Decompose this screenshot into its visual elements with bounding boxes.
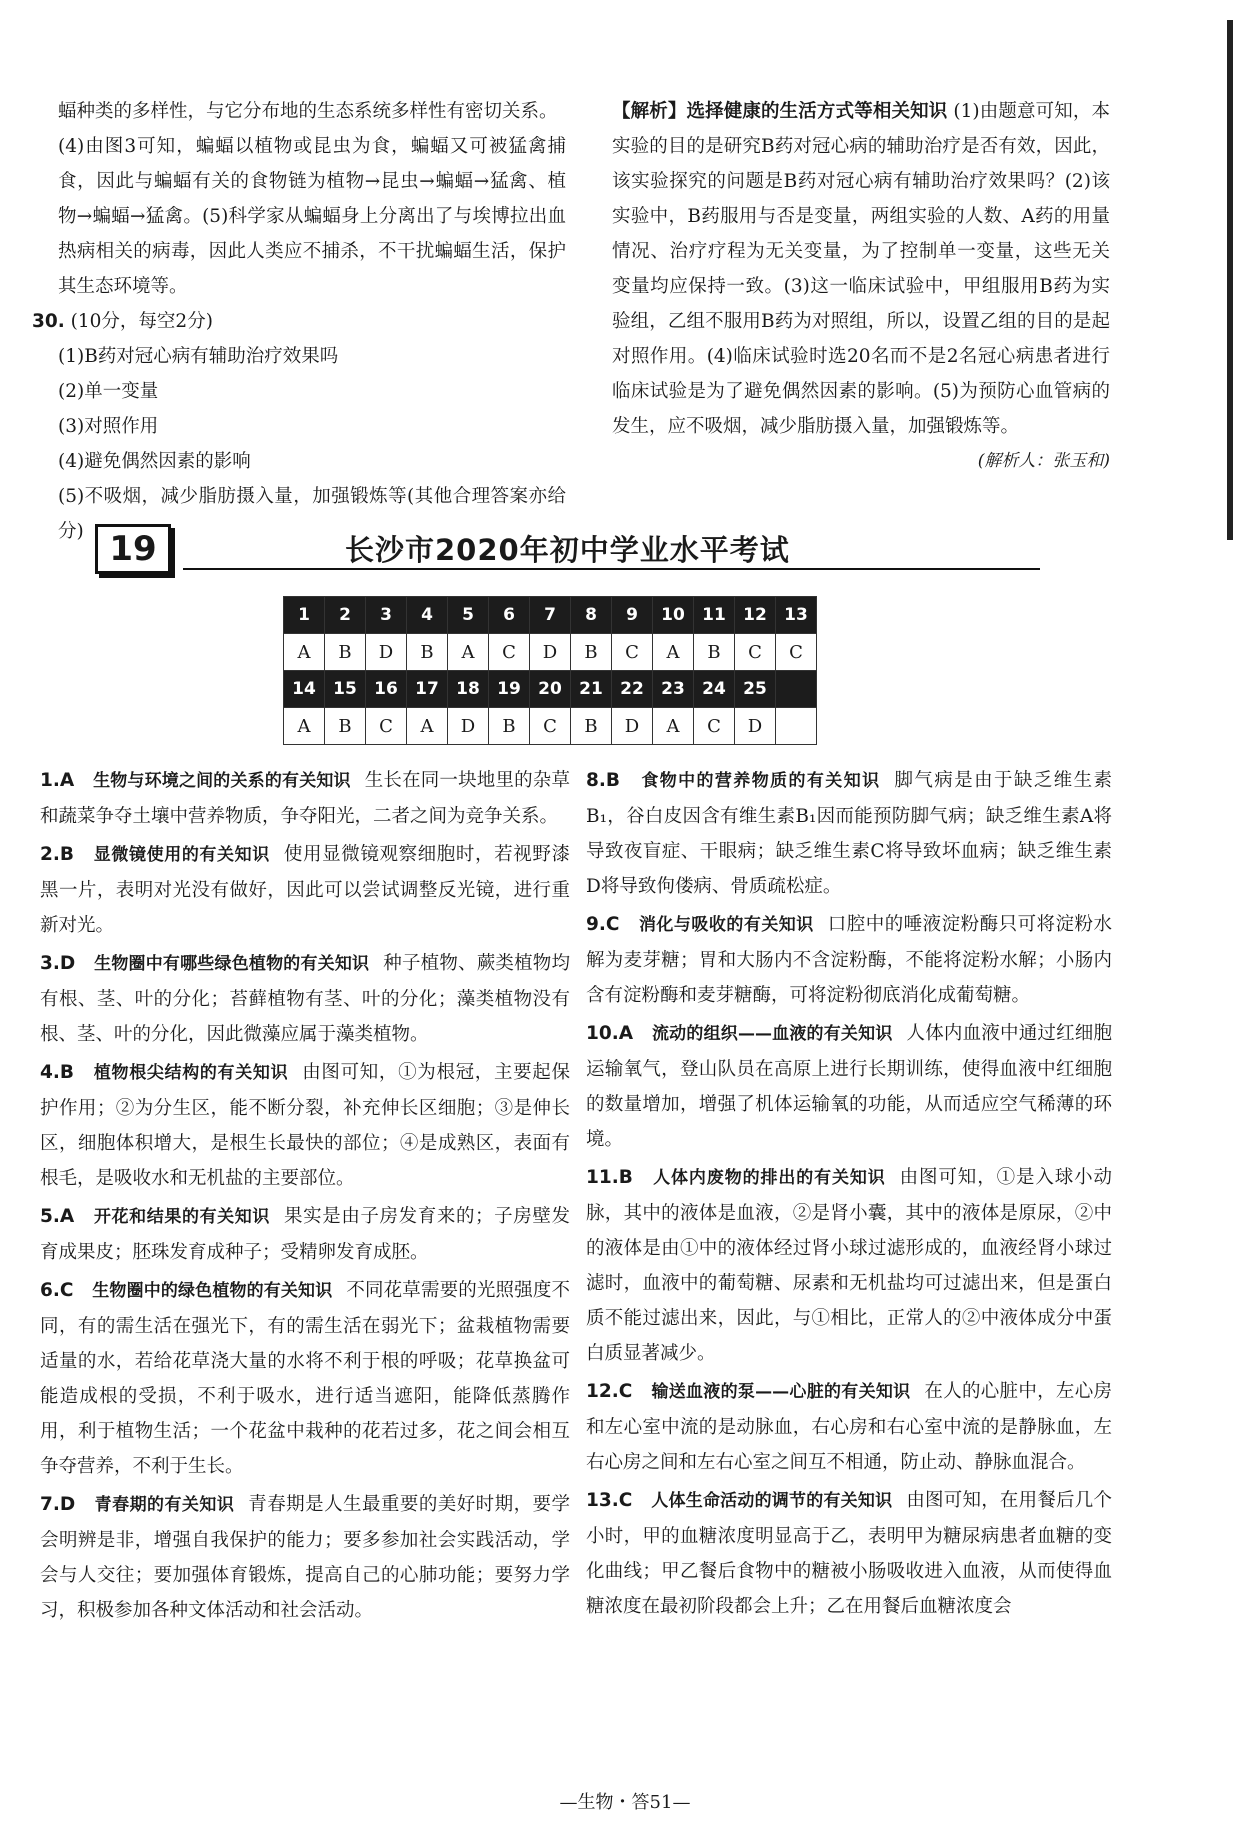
item-label: 12.C [586, 1381, 633, 1402]
q30-answer-1: (1)B药对冠心病有辅助治疗效果吗 [58, 346, 339, 367]
section-title: 长沙市2020年初中学业水平考试 [345, 533, 790, 567]
item-label: 1.A [40, 770, 75, 791]
table-cell: 21 [571, 671, 612, 708]
table-cell: C [530, 708, 571, 745]
answer-item-2 [40, 837, 570, 943]
item-topic: 生物圈中的绿色植物的有关知识 [92, 1281, 333, 1301]
q30-answer-4: (4)避免偶然因素的影响 [58, 451, 251, 472]
bottom-right-column [586, 763, 1112, 1627]
analyst-credit: (解析人：张玉和) [977, 451, 1110, 471]
item-topic: 植物根尖结构的有关知识 [93, 1063, 289, 1083]
table-cell: B [325, 708, 366, 745]
item-topic: 人体内废物的排出的有关知识 [653, 1168, 886, 1188]
table-cell: 19 [489, 671, 530, 708]
item-label: 7.D [40, 1494, 76, 1515]
item-topic: 消化与吸收的有关知识 [638, 915, 814, 935]
q30-header [32, 304, 566, 339]
item-topic: 输送血液的泵——心脏的有关知识 [651, 1382, 911, 1402]
table-cell: 5 [448, 597, 489, 634]
table-cell: C [735, 634, 776, 671]
table-cell: 25 [735, 671, 776, 708]
table-cell: C [366, 708, 407, 745]
answer-item-8 [586, 763, 1112, 904]
table-cell: 16 [366, 671, 407, 708]
item-text: 青春期是人生最重要的美好时期，要学会明辨是非，增强自我保护的能力；要多参加社会实践活动，学会与人交往；要加强体育锻炼，提高自己的心肺功能；要努力学习，积极参加各种文体活动和社会活动。 [40, 1494, 570, 1621]
table-cell: 7 [530, 597, 571, 634]
answer-item-10 [586, 1016, 1112, 1157]
q30-number: 30. [32, 311, 65, 332]
item-label: 9.C [586, 914, 620, 935]
item-text: 生长在同一块地里的杂草和蔬菜争夺土壤中营养物质，争夺阳光，二者之间为竞争关系。 [40, 770, 570, 827]
table-cell: 4 [407, 597, 448, 634]
item-label: 13.C [586, 1490, 633, 1511]
top-left-column [32, 94, 566, 549]
table-cell: 22 [612, 671, 653, 708]
answer-item-7 [40, 1487, 570, 1628]
item-label: 2.B [40, 844, 75, 865]
answer-item-4 [40, 1055, 570, 1196]
item-text: 由图可知，在用餐后几个小时，甲的血糖浓度明显高于乙，表明甲为糖尿病患者血糖的变化曲线；甲乙餐后食物中的糖被小肠吸收进入血液，从而使得血糖浓度在最初阶段都会上升；乙在用餐后血糖浓度会 [586, 1490, 1112, 1617]
page-footer: —生物・答51— [559, 1792, 691, 1813]
table-row-answers-1 [284, 634, 817, 671]
item-topic: 显微镜使用的有关知识 [93, 845, 270, 865]
bottom-left-column [40, 763, 570, 1631]
table-cell: 17 [407, 671, 448, 708]
item-text: 由图可知，①是入球小动脉，其中的液体是血液，②是肾小囊，其中的液体是原尿，②中的液体是由①中的液体经过肾小球过滤形成的，血液经肾小球过滤时，血液中的葡萄糖、尿素和无机盐均可过滤出来，但是蛋白质不能过滤出来，因此，与①相比，正常人的②中液体成分中蛋白质显著减少。 [586, 1167, 1112, 1364]
item-text: 在人的心脏中，左心房和左心室中流的是动脉血，右心房和右心室中流的是静脉血，左右心房之间和左右心室之间互不相通，防止动、静脉血混合。 [586, 1381, 1112, 1473]
table-cell: A [653, 634, 694, 671]
answer-item-13 [586, 1483, 1112, 1624]
table-row-numbers-2 [284, 671, 817, 708]
item-topic: 青春期的有关知识 [94, 1495, 235, 1515]
table-cell: 8 [571, 597, 612, 634]
answer-item-11 [586, 1160, 1112, 1371]
table-cell: 13 [776, 597, 817, 634]
table-row-numbers-1 [284, 597, 817, 634]
answer-item-3 [40, 946, 570, 1052]
table-cell: A [448, 634, 489, 671]
answer-item-9 [586, 907, 1112, 1013]
continued-paragraph: 蝠种类的多样性，与它分布地的生态系统多样性有密切关系。 [58, 101, 558, 122]
table-cell: D [366, 634, 407, 671]
answer-key-table [283, 596, 817, 745]
item-text: 人体内血液中通过红细胞运输氧气，登山队员在高原上进行长期训练，使得血液中红细胞的数量增加，增强了机体运输氧的功能，从而适应空气稀薄的环境。 [586, 1023, 1112, 1150]
table-cell: C [694, 708, 735, 745]
item-label: 6.C [40, 1280, 74, 1301]
table-cell: 1 [284, 597, 325, 634]
item-text: 种子植物、蕨类植物均有根、茎、叶的分化；苔藓植物有茎、叶的分化；藻类植物没有根、茎、叶的分化，因此微藻应属于藻类植物。 [40, 953, 570, 1045]
section-number: 19 [95, 524, 171, 574]
answer-item-6 [40, 1273, 570, 1484]
table-cell: 2 [325, 597, 366, 634]
table-cell: 24 [694, 671, 735, 708]
table-cell: C [612, 634, 653, 671]
table-cell: 15 [325, 671, 366, 708]
table-cell: 12 [735, 597, 776, 634]
table-row-answers-2 [284, 708, 817, 745]
analysis-text: (1)由题意可知，本实验的目的是研究B药对冠心病的辅助治疗是否有效，因此，该实验探究的问题是B药对冠心病有辅助治疗效果吗？(2)该实验中，B药服用与否是变量，两组实验的人数、A药的用量情况、治疗疗程为无关变量，为了控制单一变量，这些无关变量均应保持一致。(3)这一临床试验中，甲组服用B药为实验组，乙组不服用B药为对照组，所以，设置乙组的目的是起对照作用。(4)临床试验时选20名而不是2名冠心病患者进行临床试验是为了避免偶然因素的影响。(5)为预防心血管病的发生，应不吸烟，减少脂肪摄入量，加强锻炼等。 [612, 101, 1110, 437]
table-cell: 9 [612, 597, 653, 634]
item-label: 11.B [586, 1167, 633, 1188]
table-cell: B [407, 634, 448, 671]
item-text: 果实是由子房发育来的；子房壁发育成果皮；胚珠发育成种子；受精卵发育成胚。 [40, 1206, 570, 1263]
item-text: 由图可知，①为根冠，主要起保护作用；②为分生区，能不断分裂，补充伸长区细胞；③是伸长区，细胞体积增大，是根生长最快的部位；④是成熟区，表面有根毛，是吸收水和无机盐的主要部位。 [40, 1062, 570, 1189]
table-cell: A [653, 708, 694, 745]
binding-edge-bar [1227, 20, 1233, 540]
item-topic: 流动的组织——血液的有关知识 [651, 1024, 893, 1044]
table-cell: C [776, 634, 817, 671]
item-label: 5.A [40, 1206, 75, 1227]
q30-scoring: (10分，每空2分) [70, 311, 213, 332]
item-topic: 人体生命活动的调节的有关知识 [651, 1491, 893, 1511]
table-cell: 14 [284, 671, 325, 708]
explanation-paragraph: (4)由图3可知，蝙蝠以植物或昆虫为食，蝙蝠又可被猛禽捕食，因此与蝙蝠有关的食物链为植物→昆虫→蝙蝠→猛禽、植物→蝙蝠→猛禽。(5)科学家从蝙蝠身上分离出了与埃博拉出血热病相关的病毒，因此人类应不捕杀，不干扰蝙蝠生活，保护其生态环境等。 [58, 136, 566, 297]
table-cell: 10 [653, 597, 694, 634]
item-topic: 开花和结果的有关知识 [93, 1207, 270, 1227]
item-text: 口腔中的唾液淀粉酶只可将淀粉水解为麦芽糖；胃和大肠内不含淀粉酶，不能将淀粉水解；小肠内含有淀粉酶和麦芽糖酶，可将淀粉彻底消化成葡萄糖。 [586, 914, 1112, 1006]
table-cell [776, 708, 817, 745]
table-cell: D [735, 708, 776, 745]
table-cell: A [284, 708, 325, 745]
table-cell: 11 [694, 597, 735, 634]
table-cell: 23 [653, 671, 694, 708]
table-cell: 18 [448, 671, 489, 708]
table-cell: A [284, 634, 325, 671]
table-cell: 6 [489, 597, 530, 634]
item-topic: 生物圈中有哪些绿色植物的有关知识 [94, 954, 370, 974]
item-text: 不同花草需要的光照强度不同，有的需生活在强光下，有的需生活在弱光下；盆栽植物需要适量的水，若给花草浇大量的水将不利于根的呼吸；花草换盆可能造成根的受损，不利于吸水，进行适当遮阳，能降低蒸腾作用，利于植物生活；一个花盆中栽种的花若过多，花之间会相互争夺营养，不利于生长。 [40, 1280, 570, 1477]
item-text: 使用显微镜观察细胞时，若视野漆黑一片，表明对光没有做好，因此可以尝试调整反光镜，进行重新对光。 [40, 844, 570, 936]
section-underline [183, 568, 1040, 570]
item-label: 4.B [40, 1062, 75, 1083]
answer-item-5 [40, 1199, 570, 1270]
table-cell: B [571, 708, 612, 745]
section-heading [95, 524, 1040, 576]
table-cell: D [448, 708, 489, 745]
table-cell: A [407, 708, 448, 745]
answer-item-12 [586, 1374, 1112, 1480]
table-cell: 20 [530, 671, 571, 708]
q30-answer-2: (2)单一变量 [58, 381, 159, 402]
item-topic: 生物与环境之间的关系的有关知识 [93, 771, 351, 791]
analysis-paragraph [612, 94, 1110, 444]
q30-answer-3: (3)对照作用 [58, 416, 159, 437]
item-text: 脚气病是由于缺乏维生素B₁，谷白皮因含有维生素B₁因而能预防脚气病；缺乏维生素A将导致夜盲症、干眼病；缺乏维生素C将导致坏血病；缺乏维生素D将导致佝偻病、骨质疏松症。 [586, 770, 1112, 897]
table-cell: B [325, 634, 366, 671]
table-cell: C [489, 634, 530, 671]
table-cell: B [694, 634, 735, 671]
table-cell: 3 [366, 597, 407, 634]
table-cell: D [530, 634, 571, 671]
table-cell: B [571, 634, 612, 671]
q30-answer-5: (5)不吸烟，减少脂肪摄入量，加强锻炼等(其他合理答案亦给分) [58, 486, 566, 542]
item-label: 3.D [40, 953, 76, 974]
item-topic: 食物中的营养物质的有关知识 [641, 771, 881, 791]
answer-item-1 [40, 763, 570, 834]
analysis-tag: 【解析】选择健康的生活方式等相关知识 [612, 101, 948, 122]
table-cell [776, 671, 817, 708]
table-cell: D [612, 708, 653, 745]
item-label: 10.A [586, 1023, 634, 1044]
top-right-column [612, 94, 1110, 479]
item-label: 8.B [586, 770, 621, 791]
table-cell: B [489, 708, 530, 745]
